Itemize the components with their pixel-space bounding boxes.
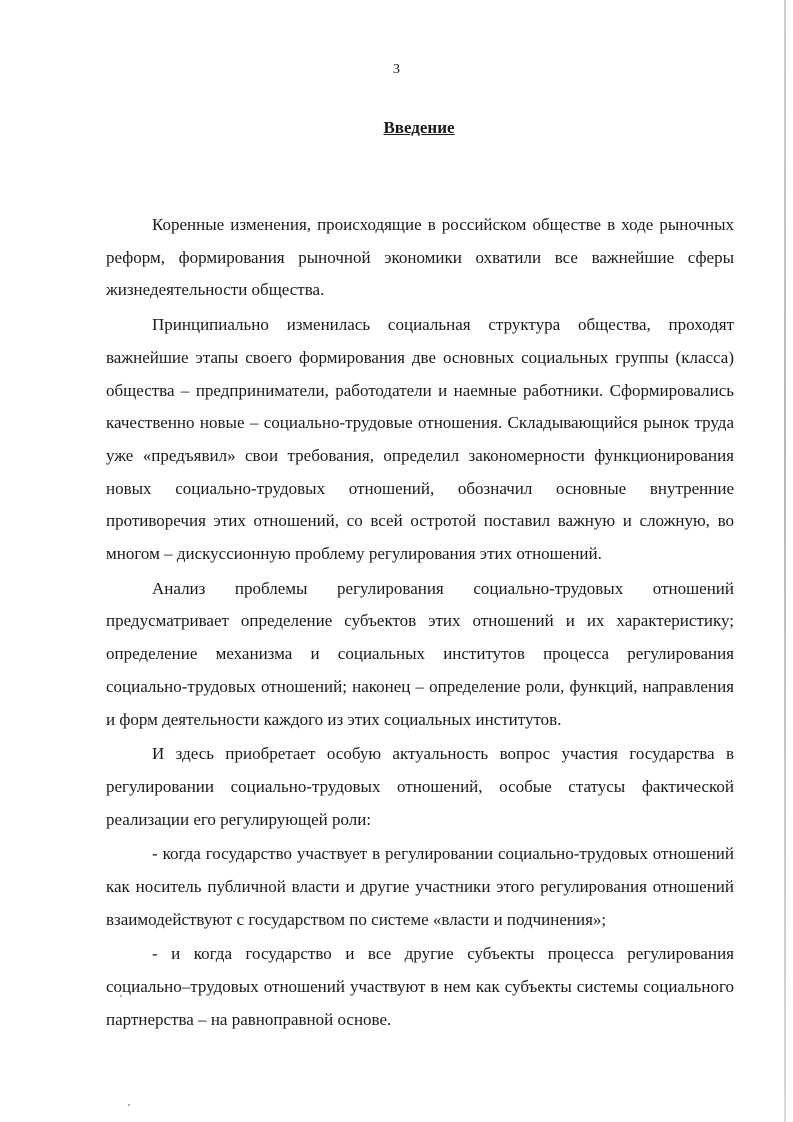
paragraph-state-role: И здесь приобретает особую актуальность вопрос участия государства в регулировании социально-трудовых отношений, особые статусы фактической реализации его регулирующей роли: bbox=[106, 744, 734, 829]
page-number: 3 bbox=[393, 62, 400, 77]
scan-speck bbox=[128, 1104, 130, 1106]
paragraph-intro: Коренные изменения, происходящие в российском обществе в ходе рыночных реформ, формирования рыночной экономики охватили все важнейшие сферы жизнедеятельности общества. bbox=[106, 215, 734, 300]
list-item-social-partnership: - и когда государство и все другие субъекты процесса регулирования социально–трудовых отношений участвуют в нем как субъекты системы социального партнерства – на равноправной основе. bbox=[106, 944, 734, 1029]
paragraph-analysis: Анализ проблемы регулирования социально-трудовых отношений предусматривает определение субъектов этих отношений и их характеристику; определение механизма и социальных институтов процесса регулирования социально-трудовых отношений; наконец – определение роли, функций, направления и форм деятельности каждого из этих социальных институтов. bbox=[106, 578, 734, 729]
section-heading: Введение bbox=[383, 118, 455, 137]
page-edge-scan-artifact bbox=[784, 0, 786, 1122]
list-item-public-authority: - когда государство участвует в регулировании социально-трудовых отношений как носитель публичной власти и другие участники этого регулирования отношений взаимодействуют с государством по системе «власти и подчинения»; bbox=[106, 844, 734, 929]
paragraph-social-structure: Принципиально изменилась социальная структура общества, проходят важнейшие этапы своего формирования две основных социальных группы (класса) общества – предприниматели, работодатели и наемные работники. Сформировались качественно новые – социально-трудовые отношения. Складывающийся рынок труда уже «предъявил» свои требования, определил закономерности функционирования новых социально-трудовых отношений, обозначил основные внутренние противоречия этих отношений, со всей остротой поставил важную и сложную, во многом – дискуссионную проблему регулирования этих отношений. bbox=[106, 315, 734, 564]
body-text bbox=[106, 209, 734, 1037]
